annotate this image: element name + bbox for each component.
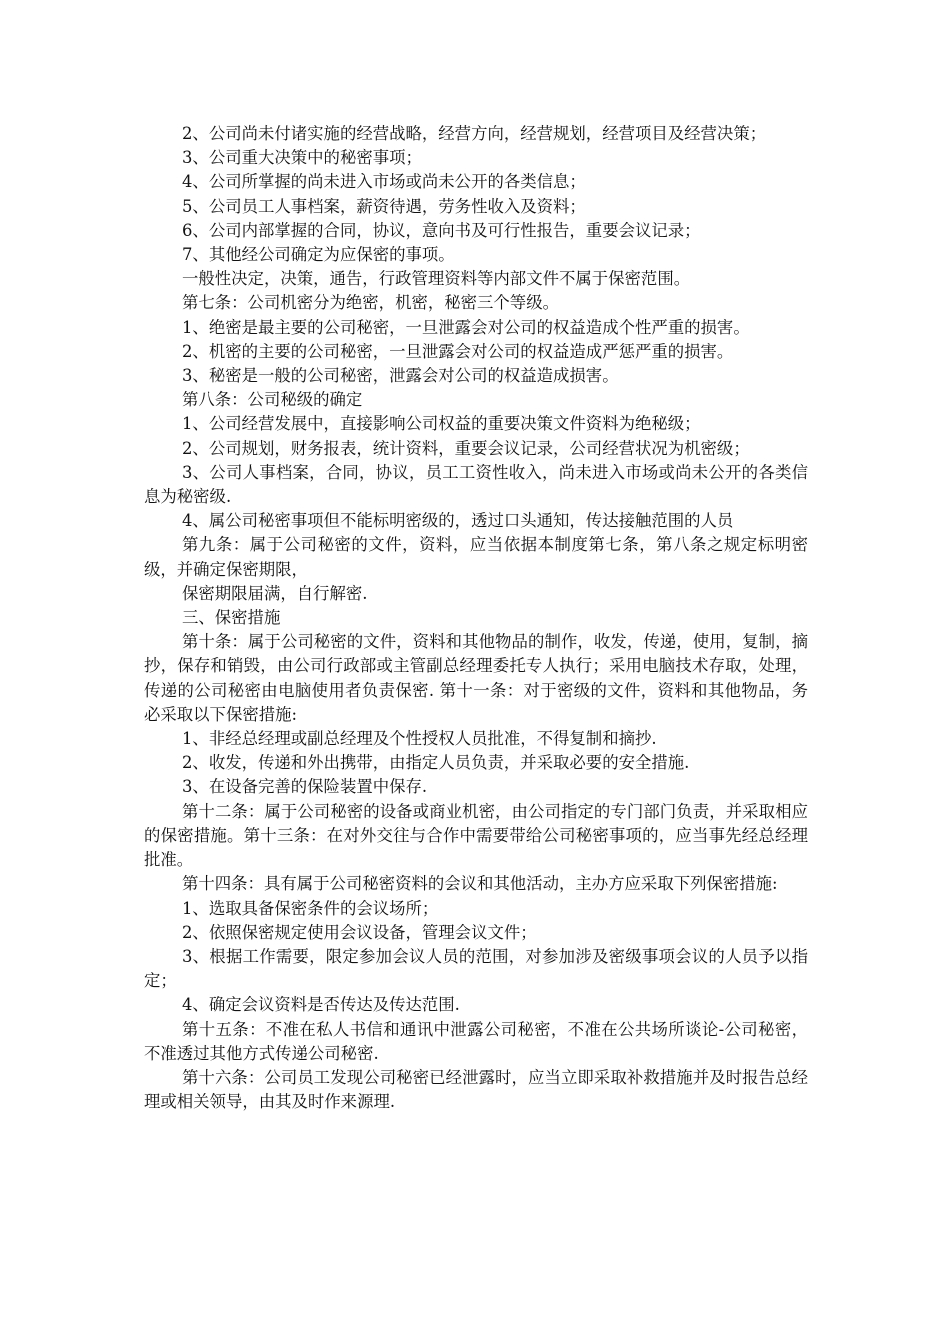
article-heading: 第八条：公司秘级的确定 [182, 390, 363, 410]
paragraph: 1、非经总经理或副总经理及个性授权人员批准，不得复制和摘抄. [182, 729, 657, 749]
paragraph: 一般性决定，决策，通告，行政管理资料等内部文件不属于保密范围。 [182, 269, 691, 289]
paragraph: 3、根据工作需要，限定参加会议人员的范围，对参加涉及密级事项会议的人员予以指定； [144, 946, 808, 991]
paragraph: 3、秘密是一般的公司秘密，泄露会对公司的权益造成损害。 [182, 366, 619, 386]
article-heading: 第十二条：属于公司秘密的设备或商业机密，由公司指定的专门部门负责，并采取相应的保密措施。第十三条：在对外交往与合作中需要带给公司秘密事项的，应当事先经总经理批准。 [144, 801, 808, 870]
paragraph: 保密期限届满，自行解密. [182, 583, 368, 603]
paragraph: 4、属公司秘密事项但不能标明密级的，透过口头通知，传达接触范围的人员 [182, 511, 734, 531]
paragraph: 5、公司员工人事档案，薪资待遇，劳务性收入及资料； [182, 196, 586, 216]
article-heading: 第九条：属于公司秘密的文件，资料，应当依据本制度第七条，第八条之规定标明密级，并确定保密期限， [144, 535, 808, 579]
document-page [144, 122, 808, 1114]
paragraph: 1、公司经营发展中，直接影响公司权益的重要决策文件资料为绝秘级； [182, 414, 701, 434]
article-heading: 第十四条：具有属于公司秘密资料的会议和其他活动，主办方应采取下列保密措施: [182, 874, 778, 894]
paragraph: 2、公司规划，财务报表，统计资料，重要会议记录，公司经营状况为机密级； [182, 438, 750, 458]
paragraph: 1、选取具备保密条件的会议场所； [182, 898, 439, 918]
article-heading: 第十六条：公司员工发现公司秘密已经泄露时，应当立即采取补救措施并及时报告总经理或相关领导，由其及时作来源理. [144, 1067, 808, 1112]
section-heading: 三、保密措施 [182, 608, 281, 628]
paragraph: 2、公司尚未付诸实施的经营战略，经营方向，经营规划，经营项目及经营决策； [182, 124, 767, 143]
paragraph: 2、收发，传递和外出携带，由指定人员负责，并采取必要的安全措施. [182, 753, 690, 773]
article-heading: 第十条：属于公司秘密的文件，资料和其他物品的制作，收发，传递，使用，复制，摘抄，保存和销毁，由公司行政部或主管副总经理委托专人执行；采用电脑技术存取，处理，传递的公司秘密由电脑使用者负责保密. 第十一条：对于密级的文件，资料和其他物品，务必采取以下保密措施: [144, 632, 808, 724]
paragraph: 3、公司重大决策中的秘密事项； [182, 148, 422, 168]
paragraph: 4、公司所掌握的尚未进入市场或尚未公开的各类信息； [182, 172, 586, 192]
paragraph: 4、确定会议资料是否传达及传达范围. [182, 995, 460, 1015]
paragraph: 6、公司内部掌握的合同，协议，意向书及可行性报告，重要会议记录； [182, 220, 701, 240]
paragraph: 2、依照保密规定使用会议设备，管理会议文件； [182, 922, 537, 942]
paragraph: 3、在设备完善的保险装置中保存. [182, 777, 428, 797]
paragraph: 1、绝密是最主要的公司秘密，一旦泄露会对公司的权益造成个性严重的损害。 [182, 317, 750, 337]
paragraph: 7、其他经公司确定为应保密的事项。 [182, 245, 455, 265]
article-heading: 第七条：公司机密分为绝密，机密，秘密三个等级。 [182, 293, 559, 313]
paragraph: 2、机密的主要的公司秘密，一旦泄露会对公司的权益造成严惩严重的损害。 [182, 341, 734, 361]
paragraph: 3、公司人事档案，合同，协议，员工工资性收入，尚未进入市场或尚未公开的各类信息为秘密级. [144, 462, 808, 507]
article-heading: 第十五条：不准在私人书信和通讯中泄露公司秘密，不准在公共场所谈论-公司秘密，不准透过其他方式传递公司秘密. [144, 1019, 808, 1063]
